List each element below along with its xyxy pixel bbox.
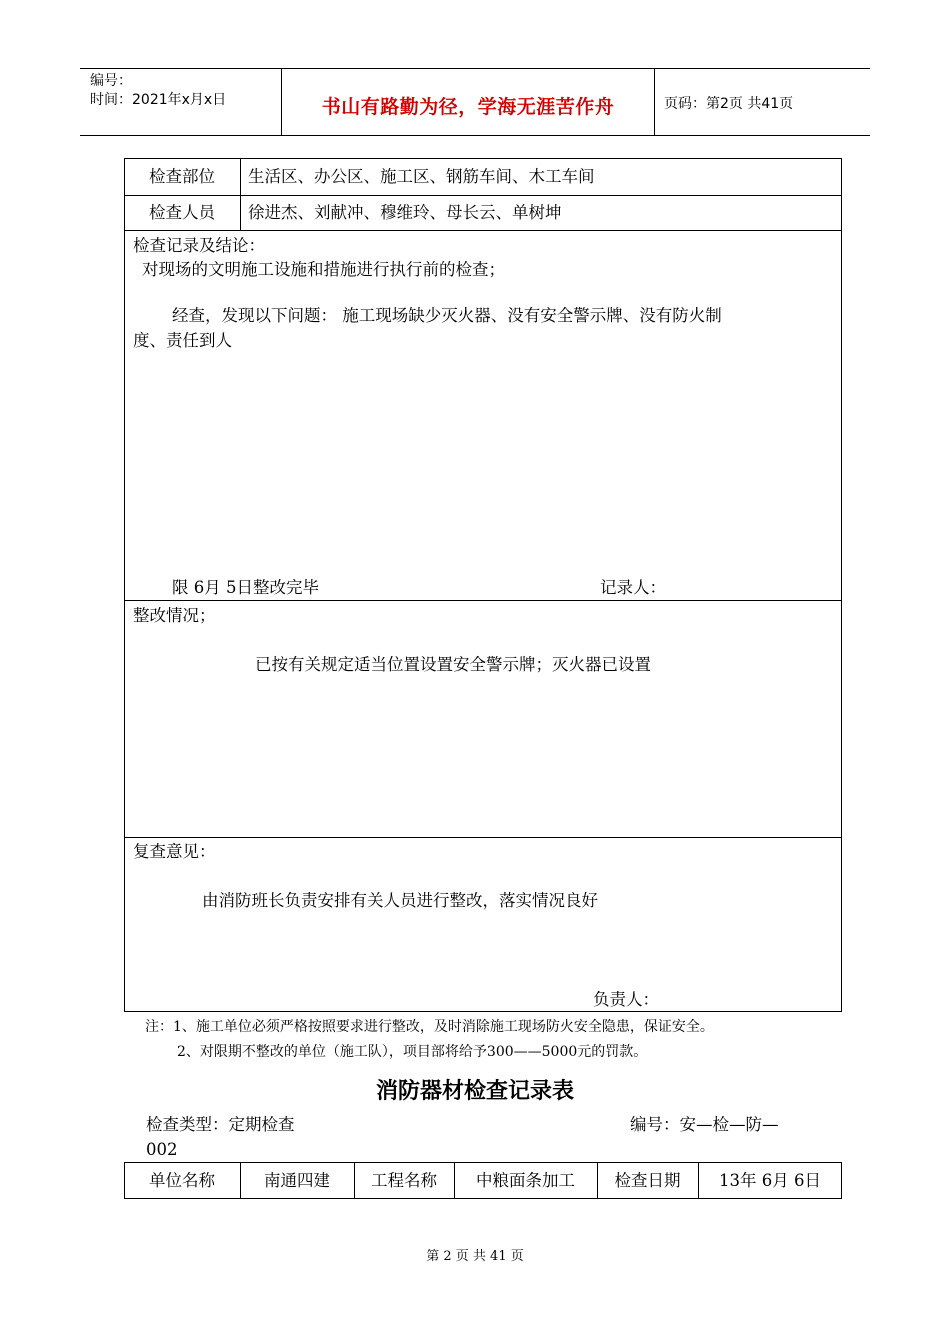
note-line-2: 2、对限期不整改的单位（施工队），项目部将给予300——5000元的罚款。 [177, 1044, 648, 1060]
recorder-label: 记录人： [600, 578, 666, 597]
findings-line-2: 经查，发现以下问题： 施工现场缺少灭火器、没有安全警示牌、没有防火制 [172, 306, 722, 325]
row-rule-4 [124, 837, 842, 838]
inspectors-label: 检查人员 [149, 203, 215, 222]
deadline-text: 限 6月 5日整改完毕 [172, 578, 319, 597]
findings-line-3: 度、责任到人 [133, 331, 232, 350]
form2-number-suffix: 002 [146, 1140, 178, 1159]
header-number-label: 编号： [90, 73, 132, 89]
rectify-label: 整改情况； [133, 606, 216, 625]
location-value: 生活区、办公区、施工区、钢筋车间、木工车间 [248, 167, 595, 186]
row-rule-3 [124, 600, 842, 601]
rectify-text: 已按有关规定适当位置设置安全警示牌；灭火器已设置 [255, 655, 651, 674]
inspectors-value: 徐进杰、刘献冲、穆维玲、母长云、单树坤 [248, 203, 562, 222]
responsible-label: 负责人： [593, 990, 659, 1009]
label-column-rule [240, 158, 241, 230]
location-label: 检查部位 [149, 167, 215, 186]
form2-title: 消防器材检查记录表 [375, 1078, 574, 1104]
header-time-label: 时间：2021年x月x日 [90, 92, 227, 108]
findings-label: 检查记录及结论： [133, 236, 265, 255]
row-rule-2 [124, 230, 842, 231]
form2-unit-label: 单位名称 [149, 1171, 215, 1190]
note-line-1: 注：1、施工单位必须严格按照要求进行整改，及时消除施工现场防火安全隐患，保证安全。 [145, 1019, 714, 1035]
form2-number-label: 编号：安—检—防— [630, 1115, 779, 1134]
findings-line-1: 对现场的文明施工设施和措施进行执行前的检查； [142, 260, 505, 279]
form2-project-label: 工程名称 [371, 1171, 437, 1190]
form2-date-label: 检查日期 [614, 1171, 681, 1190]
header-page-label: 页码：第2页 共41页 [664, 96, 794, 112]
header-bottom-rule [80, 135, 870, 136]
row-rule-1 [124, 195, 842, 196]
header-top-rule [80, 68, 870, 69]
form2-project-value: 中粮面条加工 [476, 1171, 575, 1190]
review-text: 由消防班长负责安排有关人员进行整改，落实情况良好 [202, 891, 598, 910]
header-motto: 书山有路勤为径，学海无涯苦作舟 [321, 96, 615, 118]
review-label: 复查意见： [133, 842, 216, 861]
form2-date-value: 13年 6月 6日 [719, 1171, 821, 1190]
form2-type-label: 检查类型：定期检查 [146, 1115, 295, 1134]
page-footer: 第 2 页 共 41 页 [426, 1249, 524, 1264]
form2-unit-value: 南通四建 [264, 1171, 330, 1190]
